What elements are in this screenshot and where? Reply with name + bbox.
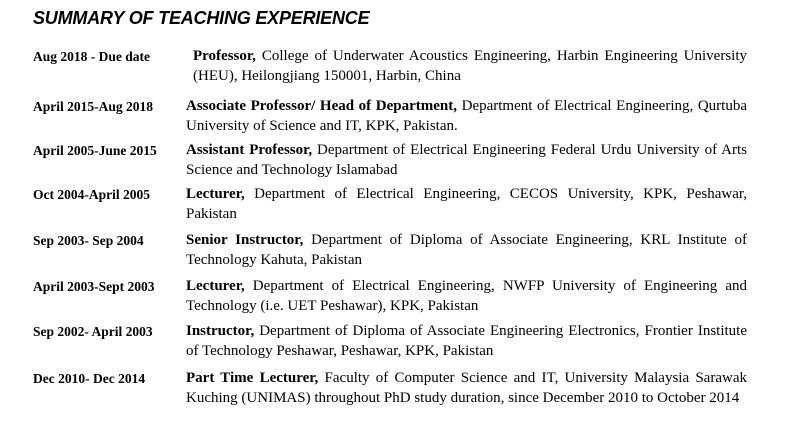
entry-role: Lecturer, [186,186,245,202]
entry-details: Department of Electrical Engineering Federal Urdu University of Arts Science and Technology Islamabad [186,142,747,178]
entry-details: College of Underwater Acoustics Engineering, Harbin Engineering University (HEU), Heilongjiang 150001, Harbin, China [193,48,747,84]
entry-details: Department of Diploma of Associate Engineering Electronics, Frontier Institute of Technology Peshawar, Peshawar, KPK, Pakistan [186,323,747,359]
entry-description [186,140,747,180]
section-title: SUMMARY OF TEACHING EXPERIENCE [33,8,370,28]
entry-date: April 2005-June 2015 [33,143,157,158]
entry-description [186,276,747,316]
entry-details: Faculty of Computer Science and IT, University Malaysia Sarawak Kuching (UNIMAS) throughout PhD study duration, since December 2010 to October 2014 [186,370,747,406]
entry-description [186,368,747,408]
entry-date: Oct 2004-April 2005 [33,187,150,202]
entry-description [186,321,747,361]
entry-description [186,184,747,224]
entry-role: Professor, [193,48,256,64]
entry-role: Part Time Lecturer, [186,370,319,386]
entry-date: Sep 2002- April 2003 [33,324,153,339]
entry-details: Department of Electrical Engineering, Qurtuba University of Science and IT, KPK, Pakistan. [186,98,747,134]
entry-role: Assistant Professor, [186,142,313,158]
entry-role: Lecturer, [186,278,245,294]
entry-role: Associate Professor/ Head of Department, [186,98,457,114]
entry-role: Senior Instructor, [186,232,304,248]
entry-date: Sep 2003- Sep 2004 [33,233,144,248]
entry-description [186,96,747,136]
entry-details: Department of Electrical Engineering, CECOS University, KPK, Peshawar, Pakistan [186,186,747,222]
entry-role: Instructor, [186,323,255,339]
entry-date: April 2015-Aug 2018 [33,99,154,114]
entry-date: Aug 2018 - Due date [33,49,150,64]
entry-description [193,46,747,86]
entry-description [186,230,747,270]
entry-date: Dec 2010- Dec 2014 [33,371,146,386]
entry-date: April 2003-Sept 2003 [33,279,155,294]
entry-details: Department of Electrical Engineering, NWFP University of Engineering and Technology (i.e. UET Peshawar), KPK, Pakistan [186,278,747,314]
entry-details: Department of Diploma of Associate Engineering, KRL Institute of Technology Kahuta, Pakistan [186,232,747,268]
